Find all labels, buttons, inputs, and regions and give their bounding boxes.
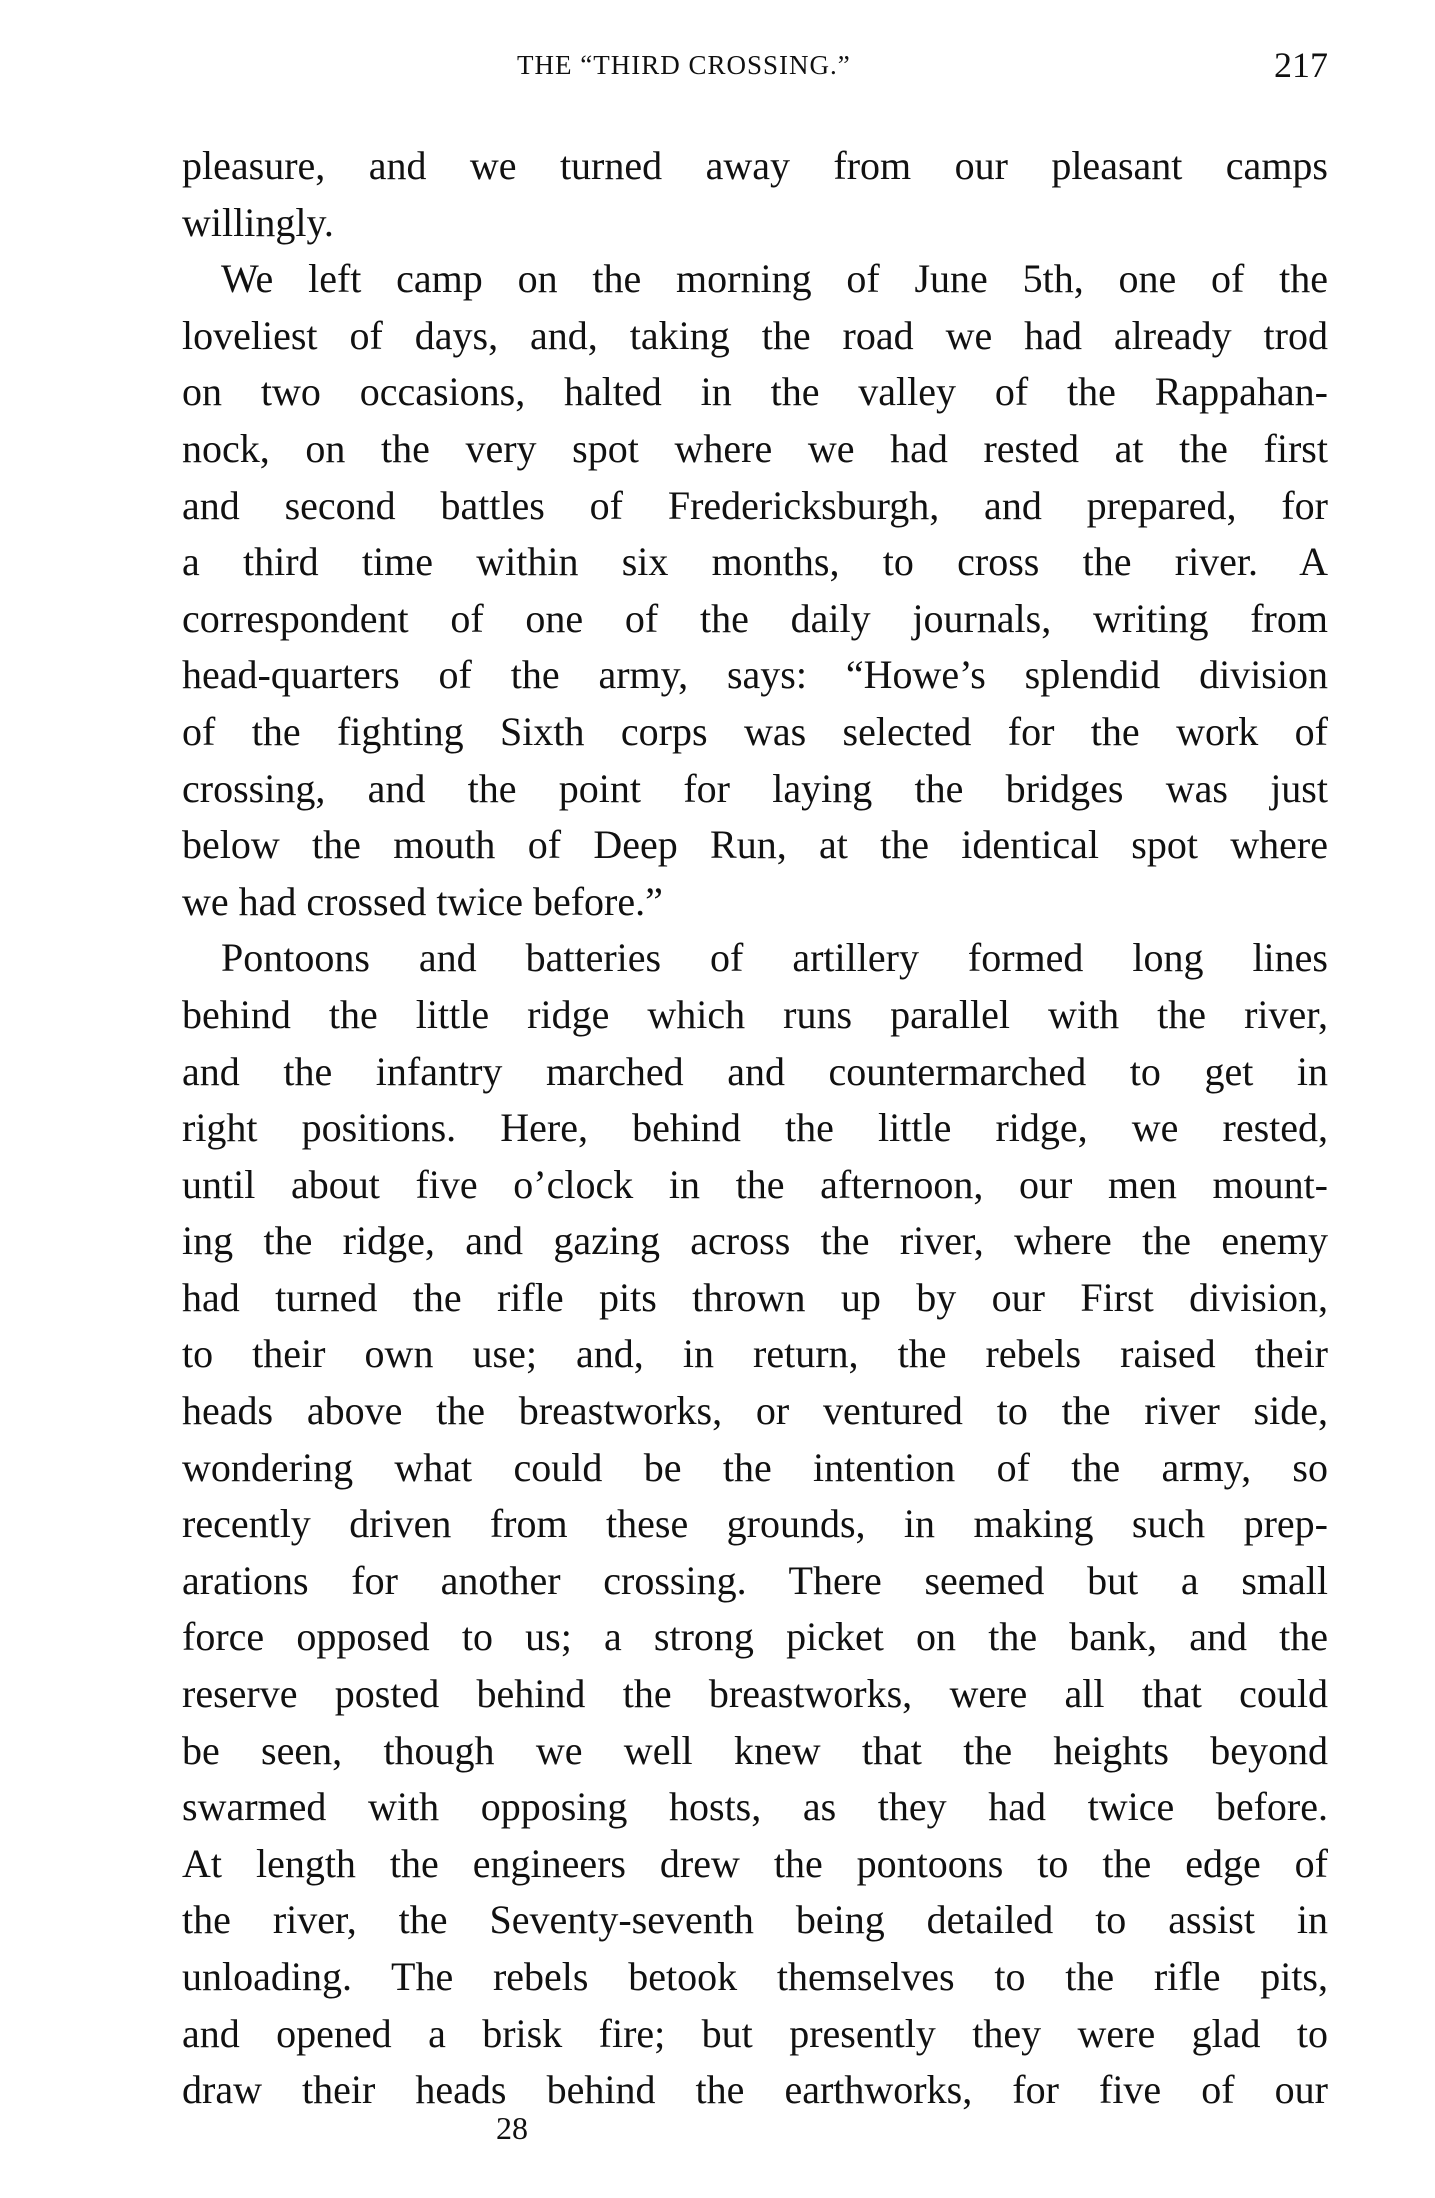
text-line: be seen, though we well knew that the heights beyond [182,1727,1328,1773]
text-line: we had crossed twice before.” [182,878,663,924]
text-line: swarmed with opposing hosts, as they had twice before. [182,1784,1328,1830]
text-line: nock, on the very spot where we had rested at the first [182,425,1328,471]
text-line: and second battles of Fredericksburgh, and prepared, for [182,482,1328,528]
text-line: At length the engineers drew the pontoons to the edge of [182,1840,1328,1886]
text-line: wondering what could be the intention of the army, so [182,1444,1328,1490]
text-line: ing the ridge, and gazing across the river, where the enemy [182,1218,1328,1264]
running-header [182,44,1328,94]
text-line: recently driven from these grounds, in making such prep- [182,1501,1328,1547]
signature-mark: 28 [496,2110,528,2146]
text-line: reserve posted behind the breastworks, were all that could [182,1671,1328,1717]
text-line: head-quarters of the army, says: “Howe’s splendid division [182,652,1328,698]
text-line: the river, the Seventy-seventh being detailed to assist in [182,1897,1328,1943]
text-line: loveliest of days, and, taking the road we had already trod [182,312,1328,358]
text-line: below the mouth of Deep Run, at the identical spot where [182,822,1328,868]
text-line: pleasure, and we turned away from our pleasant camps [182,143,1328,188]
text-line: right positions. Here, behind the little ridge, we rested, [182,1105,1328,1151]
text-line: crossing, and the point for laying the bridges was just [182,765,1328,811]
text-line: force opposed to us; a strong picket on the bank, and the [182,1614,1328,1660]
text-line: arations for another crossing. There seemed but a small [182,1557,1328,1603]
text-line: draw their heads behind the earthworks, for five of our [182,2067,1328,2113]
page-number: 217 [1274,45,1328,85]
text-line: willingly. [182,199,334,245]
body-text [182,138,1328,2119]
text-line: unloading. The rebels betook themselves to the rifle pits, [182,1954,1328,1999]
text-line: had turned the rifle pits thrown up by our First division, [182,1274,1328,1320]
text-line: until about five o’clock in the afternoon, our men mount- [182,1161,1328,1207]
text-line: heads above the breastworks, or ventured to the river side, [182,1388,1328,1434]
text-line: and opened a brisk fire; but presently they were glad to [182,2010,1328,2056]
text-line: behind the little ridge which runs parallel with the river, [182,991,1328,1037]
text-line: and the infantry marched and countermarched to get in [182,1048,1328,1094]
text-line: a third time within six months, to cross the river. A [182,539,1328,585]
text-line: on two occasions, halted in the valley of the Rappahan- [182,369,1328,415]
text-line: We left camp on the morning of June 5th, one of the [221,256,1328,302]
text-line: correspondent of one of the daily journals, writing from [182,595,1328,641]
text-line: to their own use; and, in return, the rebels raised their [182,1331,1328,1377]
running-title: THE “THIRD CROSSING.” [517,50,851,80]
text-line: of the fighting Sixth corps was selected for the work of [182,708,1328,754]
text-line: Pontoons and batteries of artillery formed long lines [221,935,1328,981]
